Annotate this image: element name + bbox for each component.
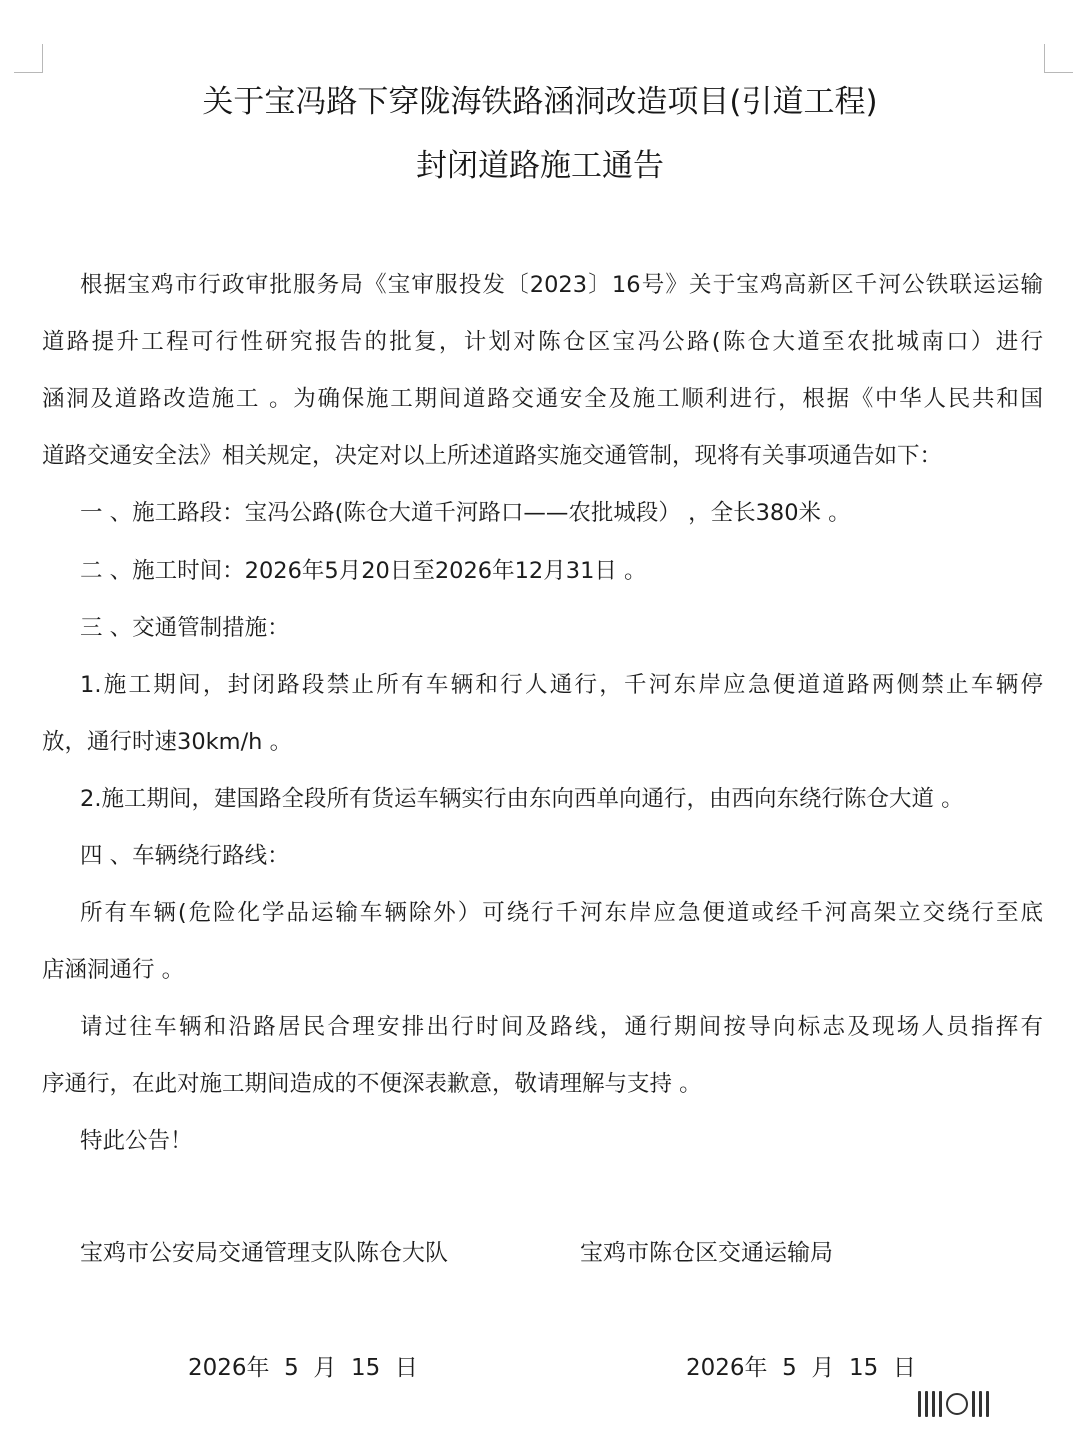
measure-1-line-1: 1.施工期间，封闭路段禁止所有车辆和行人通行，千河东岸应急便道道路两侧禁止车辆停 bbox=[80, 672, 1043, 698]
signature-left-date: 2026年 5 月 15 日 bbox=[188, 1355, 418, 1381]
signature-right-date: 2026年 5 月 15 日 bbox=[686, 1355, 916, 1381]
signature-right-organization: 宝鸡市陈仓区交通运输局 bbox=[580, 1240, 833, 1266]
measure-1-line-2: 放，通行时速30km/h 。 bbox=[42, 729, 293, 755]
detour-line-2: 店涵洞通行 。 bbox=[42, 957, 185, 983]
page-corner-mark-top-right bbox=[1044, 44, 1073, 73]
signature-left-organization: 宝鸡市公安局交通管理支队陈仓大队 bbox=[80, 1240, 448, 1266]
measure-2: 2.施工期间，建国路全段所有货运车辆实行由东向西单向通行，由西向东绕行陈仓大道 。 bbox=[80, 786, 964, 812]
weibo-watermark-icon bbox=[918, 1386, 1058, 1422]
page-corner-mark-top-left bbox=[14, 44, 43, 73]
request-line-1: 请过往车辆和沿路居民合理安排出行时间及路线，通行期间按导向标志及现场人员指挥有 bbox=[80, 1014, 1043, 1040]
item-1-construction-section: 一 、施工路段：宝冯公路(陈仓大道千河路口——农批城段） ，全长380米 。 bbox=[80, 500, 851, 526]
item-2-construction-time: 二 、施工时间：2026年5月20日至2026年12月31日 。 bbox=[80, 558, 647, 584]
request-line-2: 序通行，在此对施工期间造成的不便深表歉意，敬请理解与支持 。 bbox=[42, 1071, 702, 1097]
item-4-detour-heading: 四 、车辆绕行路线： bbox=[80, 843, 290, 869]
item-3-traffic-control-heading: 三 、交通管制措施： bbox=[80, 615, 290, 641]
paragraph-1-line-2: 道路提升工程可行性研究报告的批复，计划对陈仓区宝冯公路(陈仓大道至农批城南口）进行 bbox=[42, 329, 1043, 355]
notice-title-line-2: 封闭道路施工通告 bbox=[416, 148, 664, 184]
closing-statement: 特此公告！ bbox=[80, 1128, 193, 1154]
paragraph-1-line-1: 根据宝鸡市行政审批服务局《宝审服投发〔2023〕16号》关于宝鸡高新区千河公铁联运运输 bbox=[80, 272, 1043, 298]
paragraph-1-line-4: 道路交通安全法》相关规定，决定对以上所述道路实施交通管制，现将有关事项通告如下： bbox=[42, 443, 943, 469]
notice-title-line-1: 关于宝冯路下穿陇海铁路涵洞改造项目(引道工程) bbox=[202, 84, 878, 120]
paragraph-1-line-3: 涵洞及道路改造施工 。为确保施工期间道路交通安全及施工顺利进行，根据《中华人民共和国 bbox=[42, 386, 1043, 412]
detour-line-1: 所有车辆(危险化学品运输车辆除外）可绕行千河东岸应急便道或经千河高架立交绕行至底 bbox=[80, 900, 1043, 926]
